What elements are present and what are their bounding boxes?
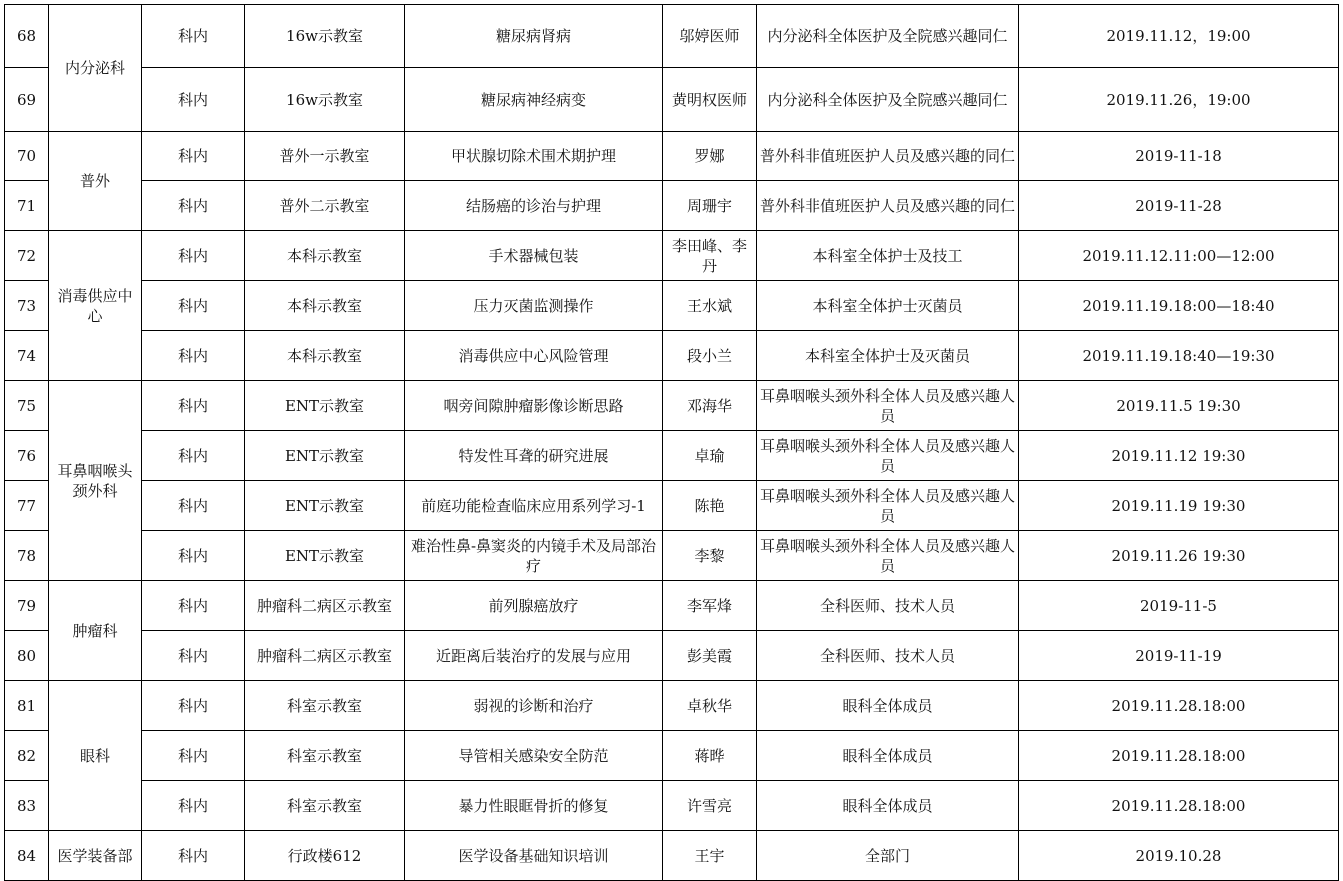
speaker-cell: 邬婷医师 — [663, 5, 757, 68]
location-cell: ENT示教室 — [245, 481, 405, 531]
table-row — [5, 831, 1339, 881]
speaker-cell: 罗娜 — [663, 132, 757, 181]
topic-cell: 咽旁间隙肿瘤影像诊断思路 — [405, 381, 663, 431]
table-row — [5, 781, 1339, 831]
department-cell: 医学装备部 — [49, 831, 142, 881]
table-row — [5, 731, 1339, 781]
time-cell: 2019.11.12.11:00—12:00 — [1019, 231, 1339, 281]
row-number-cell: 78 — [5, 531, 49, 581]
topic-cell: 糖尿病肾病 — [405, 5, 663, 68]
row-number-cell: 75 — [5, 381, 49, 431]
time-cell: 2019.11.19.18:00—18:40 — [1019, 281, 1339, 331]
scope-cell: 科内 — [142, 631, 245, 681]
row-number-cell: 74 — [5, 331, 49, 381]
audience-cell: 普外科非值班医护人员及感兴趣的同仁 — [757, 132, 1019, 181]
scope-cell: 科内 — [142, 831, 245, 881]
time-cell: 2019.11.12 19:30 — [1019, 431, 1339, 481]
speaker-cell: 王宇 — [663, 831, 757, 881]
location-cell: 肿瘤科二病区示教室 — [245, 581, 405, 631]
department-cell: 普外 — [49, 132, 142, 231]
table-row — [5, 181, 1339, 231]
location-cell: 16w示教室 — [245, 68, 405, 132]
time-cell: 2019-11-18 — [1019, 132, 1339, 181]
audience-cell: 眼科全体成员 — [757, 731, 1019, 781]
time-cell: 2019.10.28 — [1019, 831, 1339, 881]
topic-cell: 难治性鼻-鼻窦炎的内镜手术及局部治疗 — [405, 531, 663, 581]
audience-cell: 本科室全体护士灭菌员 — [757, 281, 1019, 331]
scope-cell: 科内 — [142, 132, 245, 181]
row-number-cell: 68 — [5, 5, 49, 68]
row-number-cell: 69 — [5, 68, 49, 132]
audience-cell: 全科医师、技术人员 — [757, 631, 1019, 681]
scope-cell: 科内 — [142, 231, 245, 281]
table-row — [5, 331, 1339, 381]
location-cell: 科室示教室 — [245, 681, 405, 731]
time-cell: 2019-11-19 — [1019, 631, 1339, 681]
department-cell: 肿瘤科 — [49, 581, 142, 681]
audience-cell: 内分泌科全体医护及全院感兴趣同仁 — [757, 68, 1019, 132]
table-row — [5, 281, 1339, 331]
table-row — [5, 68, 1339, 132]
scope-cell: 科内 — [142, 68, 245, 132]
audience-cell: 耳鼻咽喉头颈外科全体人员及感兴趣人员 — [757, 381, 1019, 431]
training-schedule-table — [4, 4, 1339, 881]
topic-cell: 结肠癌的诊治与护理 — [405, 181, 663, 231]
speaker-cell: 卓秋华 — [663, 681, 757, 731]
topic-cell: 前列腺癌放疗 — [405, 581, 663, 631]
scope-cell: 科内 — [142, 281, 245, 331]
audience-cell: 全科医师、技术人员 — [757, 581, 1019, 631]
department-cell: 消毒供应中心 — [49, 231, 142, 381]
time-cell: 2019.11.19.18:40—19:30 — [1019, 331, 1339, 381]
scope-cell: 科内 — [142, 5, 245, 68]
speaker-cell: 王水斌 — [663, 281, 757, 331]
speaker-cell: 李军烽 — [663, 581, 757, 631]
scope-cell: 科内 — [142, 681, 245, 731]
time-cell: 2019-11-28 — [1019, 181, 1339, 231]
row-number-cell: 71 — [5, 181, 49, 231]
scope-cell: 科内 — [142, 481, 245, 531]
scope-cell: 科内 — [142, 181, 245, 231]
topic-cell: 甲状腺切除术围术期护理 — [405, 132, 663, 181]
topic-cell: 手术器械包装 — [405, 231, 663, 281]
location-cell: 16w示教室 — [245, 5, 405, 68]
time-cell: 2019.11.12，19:00 — [1019, 5, 1339, 68]
time-cell: 2019.11.26，19:00 — [1019, 68, 1339, 132]
topic-cell: 弱视的诊断和治疗 — [405, 681, 663, 731]
location-cell: 肿瘤科二病区示教室 — [245, 631, 405, 681]
row-number-cell: 83 — [5, 781, 49, 831]
scope-cell: 科内 — [142, 781, 245, 831]
table-body — [5, 5, 1339, 881]
table-row — [5, 631, 1339, 681]
topic-cell: 近距离后装治疗的发展与应用 — [405, 631, 663, 681]
location-cell: 本科示教室 — [245, 281, 405, 331]
audience-cell: 全部门 — [757, 831, 1019, 881]
table-row — [5, 531, 1339, 581]
table-row — [5, 681, 1339, 731]
topic-cell: 暴力性眼眶骨折的修复 — [405, 781, 663, 831]
time-cell: 2019.11.26 19:30 — [1019, 531, 1339, 581]
speaker-cell: 李黎 — [663, 531, 757, 581]
topic-cell: 糖尿病神经病变 — [405, 68, 663, 132]
topic-cell: 压力灭菌监测操作 — [405, 281, 663, 331]
audience-cell: 普外科非值班医护人员及感兴趣的同仁 — [757, 181, 1019, 231]
row-number-cell: 72 — [5, 231, 49, 281]
topic-cell: 消毒供应中心风险管理 — [405, 331, 663, 381]
row-number-cell: 77 — [5, 481, 49, 531]
audience-cell: 眼科全体成员 — [757, 781, 1019, 831]
location-cell: 科室示教室 — [245, 781, 405, 831]
row-number-cell: 82 — [5, 731, 49, 781]
topic-cell: 医学设备基础知识培训 — [405, 831, 663, 881]
scope-cell: 科内 — [142, 531, 245, 581]
scope-cell: 科内 — [142, 431, 245, 481]
speaker-cell: 李田峰、李丹 — [663, 231, 757, 281]
location-cell: ENT示教室 — [245, 431, 405, 481]
table-row — [5, 5, 1339, 68]
speaker-cell: 周珊宇 — [663, 181, 757, 231]
row-number-cell: 76 — [5, 431, 49, 481]
audience-cell: 本科室全体护士及技工 — [757, 231, 1019, 281]
location-cell: 本科示教室 — [245, 331, 405, 381]
row-number-cell: 80 — [5, 631, 49, 681]
topic-cell: 导管相关感染安全防范 — [405, 731, 663, 781]
time-cell: 2019.11.28.18:00 — [1019, 731, 1339, 781]
speaker-cell: 许雪亮 — [663, 781, 757, 831]
table-row — [5, 231, 1339, 281]
row-number-cell: 73 — [5, 281, 49, 331]
topic-cell: 特发性耳聋的研究进展 — [405, 431, 663, 481]
speaker-cell: 黄明权医师 — [663, 68, 757, 132]
department-cell: 内分泌科 — [49, 5, 142, 132]
speaker-cell: 陈艳 — [663, 481, 757, 531]
speaker-cell: 邓海华 — [663, 381, 757, 431]
speaker-cell: 彭美霞 — [663, 631, 757, 681]
table-row — [5, 581, 1339, 631]
time-cell: 2019.11.28.18:00 — [1019, 781, 1339, 831]
audience-cell: 本科室全体护士及灭菌员 — [757, 331, 1019, 381]
topic-cell: 前庭功能检查临床应用系列学习-1 — [405, 481, 663, 531]
speaker-cell: 卓瑜 — [663, 431, 757, 481]
row-number-cell: 70 — [5, 132, 49, 181]
row-number-cell: 84 — [5, 831, 49, 881]
location-cell: 本科示教室 — [245, 231, 405, 281]
audience-cell: 耳鼻咽喉头颈外科全体人员及感兴趣人员 — [757, 431, 1019, 481]
row-number-cell: 79 — [5, 581, 49, 631]
location-cell: 普外一示教室 — [245, 132, 405, 181]
location-cell: 普外二示教室 — [245, 181, 405, 231]
table-row — [5, 431, 1339, 481]
time-cell: 2019.11.19 19:30 — [1019, 481, 1339, 531]
time-cell: 2019-11-5 — [1019, 581, 1339, 631]
row-number-cell: 81 — [5, 681, 49, 731]
department-cell: 耳鼻咽喉头颈外科 — [49, 381, 142, 581]
department-cell: 眼科 — [49, 681, 142, 831]
scope-cell: 科内 — [142, 731, 245, 781]
location-cell: ENT示教室 — [245, 381, 405, 431]
scope-cell: 科内 — [142, 331, 245, 381]
time-cell: 2019.11.5 19:30 — [1019, 381, 1339, 431]
audience-cell: 耳鼻咽喉头颈外科全体人员及感兴趣人员 — [757, 531, 1019, 581]
time-cell: 2019.11.28.18:00 — [1019, 681, 1339, 731]
speaker-cell: 段小兰 — [663, 331, 757, 381]
location-cell: ENT示教室 — [245, 531, 405, 581]
table-row — [5, 381, 1339, 431]
table-row — [5, 481, 1339, 531]
scope-cell: 科内 — [142, 581, 245, 631]
scope-cell: 科内 — [142, 381, 245, 431]
table-row — [5, 132, 1339, 181]
location-cell: 行政楼612 — [245, 831, 405, 881]
audience-cell: 内分泌科全体医护及全院感兴趣同仁 — [757, 5, 1019, 68]
audience-cell: 耳鼻咽喉头颈外科全体人员及感兴趣人员 — [757, 481, 1019, 531]
audience-cell: 眼科全体成员 — [757, 681, 1019, 731]
speaker-cell: 蒋晔 — [663, 731, 757, 781]
location-cell: 科室示教室 — [245, 731, 405, 781]
